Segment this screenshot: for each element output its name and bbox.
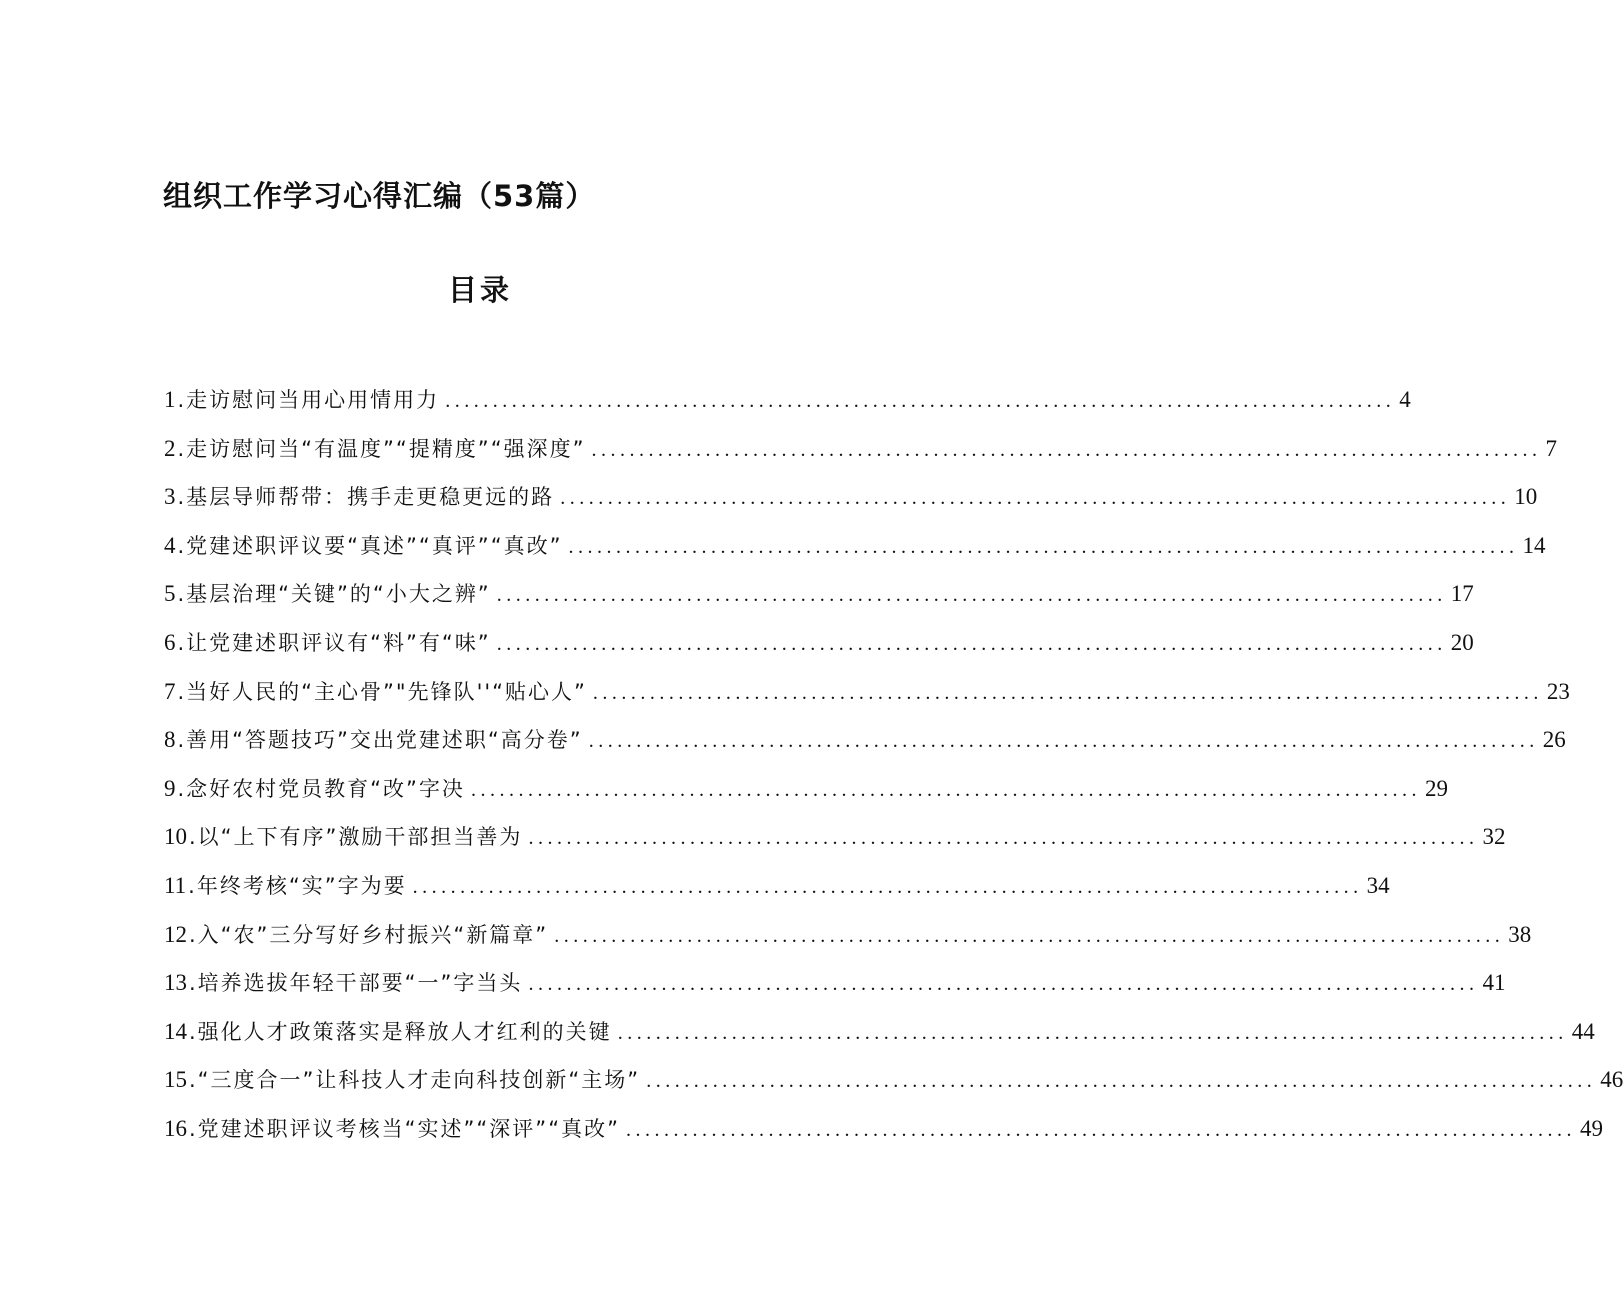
toc-entry-number: 8 — [164, 727, 176, 753]
toc-entry-number: 16 — [164, 1115, 187, 1141]
toc-entry-page-number: 46 — [1600, 1067, 1623, 1093]
toc-entry-page-number: 10 — [1514, 484, 1538, 510]
toc-entry-number: 7 — [164, 678, 176, 704]
toc-dot-leader — [554, 921, 1504, 951]
toc-entry-number: 3 — [164, 484, 176, 510]
toc-entry-page-number: 44 — [1571, 1018, 1595, 1044]
toc-entry[interactable] — [164, 531, 1546, 580]
toc-entry-number: 13 — [164, 970, 187, 996]
toc-entry[interactable] — [164, 920, 1532, 969]
toc-entry-number: 9 — [164, 775, 176, 801]
toc-dot-leader — [497, 629, 1447, 659]
toc-entry[interactable] — [164, 579, 1474, 628]
toc-entry-number: 11 — [164, 872, 187, 898]
toc-entry-title: .善用“答题技巧”交出党建述职“高分卷” — [177, 728, 583, 753]
toc-entry-title: .基层治理“关键”的“小大之辨” — [177, 582, 491, 607]
toc-dot-leader — [591, 435, 1541, 465]
table-of-contents — [164, 385, 1623, 1163]
toc-entry-page-number: 38 — [1508, 921, 1532, 947]
toc-entry-page-number: 34 — [1366, 872, 1390, 898]
toc-entry-page-number: 23 — [1546, 678, 1570, 704]
toc-entry-number: 10 — [164, 824, 187, 850]
toc-entry[interactable] — [164, 677, 1570, 726]
toc-entry-page-number: 26 — [1542, 727, 1566, 753]
toc-entry[interactable] — [164, 385, 1411, 434]
toc-entry-title: .基层导师帮带：携手走更稳更远的路 — [177, 485, 555, 510]
toc-entry-title: .当好人民的“主心骨”"先锋队''“贴心人” — [177, 679, 587, 704]
toc-entry-title: .走访慰问当用心用情用力 — [177, 388, 440, 412]
toc-entry-page-number: 29 — [1424, 775, 1448, 801]
toc-entry[interactable] — [164, 822, 1506, 871]
toc-dot-leader — [445, 386, 1395, 416]
toc-entry-number: 1 — [164, 387, 176, 412]
toc-entry-title: .“三度合一”让科技人才走向科技创新“主场” — [189, 1068, 641, 1093]
toc-entry-number: 4 — [164, 532, 176, 558]
toc-entry-page-number: 7 — [1545, 435, 1557, 461]
toc-entry[interactable] — [164, 871, 1390, 920]
toc-dot-leader — [568, 532, 1518, 562]
toc-dot-leader — [646, 1066, 1596, 1096]
toc-entry-title: .年终考核“实”字为要 — [188, 873, 407, 898]
toc-entry-title: .党建述职评议要“真述”“真评”“真改” — [177, 533, 563, 558]
toc-dot-leader — [626, 1115, 1576, 1145]
toc-dot-leader — [528, 969, 1478, 999]
toc-entry-page-number: 14 — [1522, 532, 1546, 558]
toc-entry-number: 15 — [164, 1067, 187, 1093]
toc-entry-page-number: 4 — [1399, 387, 1411, 412]
toc-entry[interactable] — [164, 434, 1557, 483]
toc-dot-leader — [471, 775, 1421, 805]
toc-entry[interactable] — [164, 725, 1566, 774]
toc-entry-title: .以“上下有序”激励干部担当善为 — [189, 825, 523, 850]
toc-entry-number: 2 — [164, 435, 176, 461]
toc-dot-leader — [560, 483, 1510, 513]
toc-entry-title: .培养选拔年轻干部要“一”字当头 — [189, 971, 523, 996]
toc-entry-number: 14 — [164, 1018, 187, 1044]
toc-entry[interactable] — [164, 1017, 1595, 1066]
toc-entry-title: .念好农村党员教育“改”字决 — [177, 776, 465, 801]
toc-entry[interactable] — [164, 482, 1538, 531]
toc-entry[interactable] — [164, 1065, 1623, 1114]
toc-entry-page-number: 20 — [1450, 629, 1474, 655]
toc-entry[interactable] — [164, 968, 1506, 1017]
toc-dot-leader — [497, 580, 1447, 610]
toc-entry-title: .入“农”三分写好乡村振兴“新篇章” — [189, 922, 549, 947]
document-title: 组织工作学习心得汇编（53篇） — [163, 179, 596, 213]
toc-entry[interactable] — [164, 1114, 1603, 1163]
toc-dot-leader — [528, 823, 1478, 853]
toc-entry-title: .党建述职评议考核当“实述”“深评”“真改” — [189, 1116, 620, 1141]
toc-entry-number: 6 — [164, 629, 176, 655]
toc-entry-title: .走访慰问当“有温度”“提精度”“强深度” — [177, 436, 586, 461]
toc-dot-leader — [593, 678, 1543, 708]
toc-dot-leader — [413, 872, 1363, 902]
toc-entry-page-number: 32 — [1482, 824, 1506, 850]
toc-dot-leader — [618, 1018, 1568, 1048]
toc-entry-title: .强化人才政策落实是释放人才红利的关键 — [189, 1019, 612, 1044]
toc-entry-page-number: 49 — [1579, 1115, 1603, 1141]
toc-entry[interactable] — [164, 774, 1448, 823]
toc-entry[interactable] — [164, 628, 1474, 677]
toc-entry-number: 12 — [164, 921, 187, 947]
toc-dot-leader — [589, 726, 1539, 756]
toc-entry-page-number: 41 — [1482, 970, 1506, 996]
toc-entry-page-number: 17 — [1450, 581, 1474, 607]
toc-entry-number: 5 — [164, 581, 176, 607]
toc-entry-title: .让党建述职评议有“料”有“味” — [177, 630, 491, 655]
toc-heading: 目录 — [447, 273, 512, 307]
